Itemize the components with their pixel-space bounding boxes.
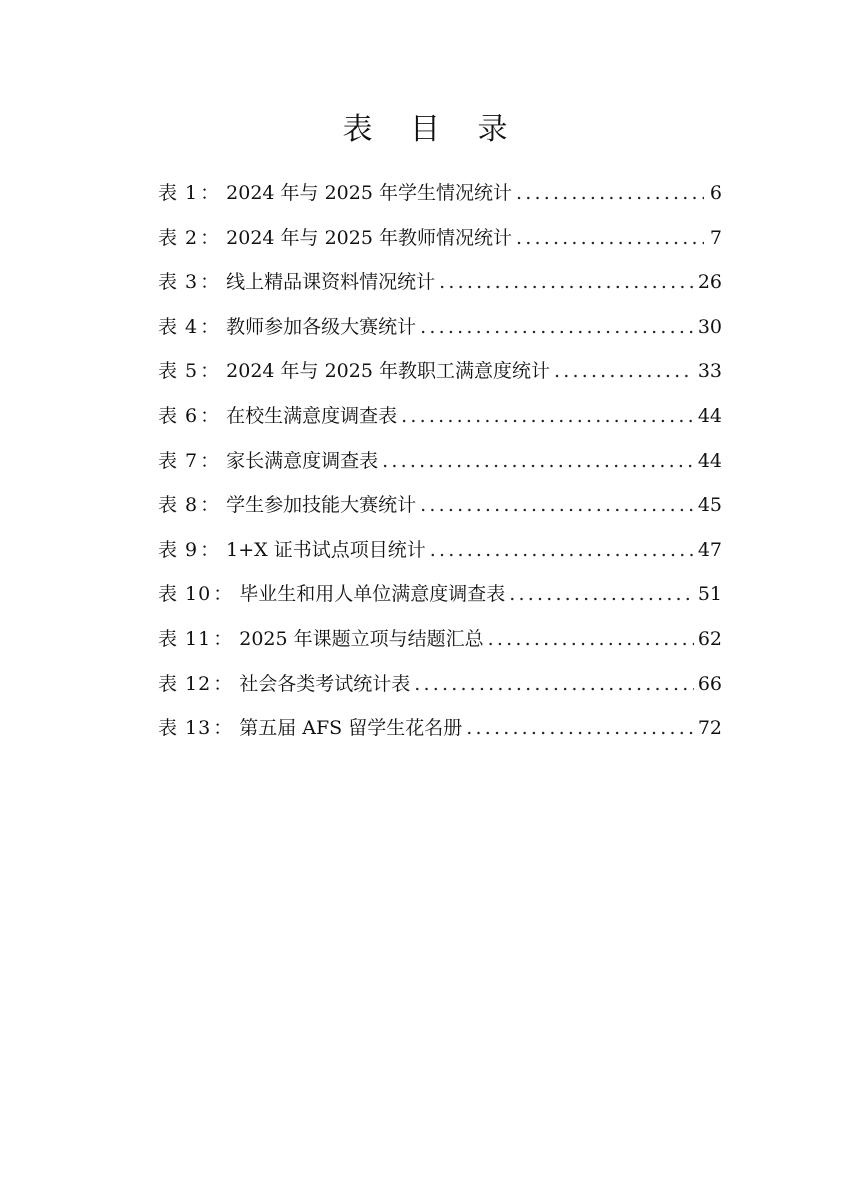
toc-entry-title: 学生参加技能大赛统计: [226, 494, 417, 517]
toc-entry[interactable]: [158, 662, 722, 707]
toc-entry-label: 表 7 ：: [158, 449, 221, 472]
toc-entry[interactable]: [158, 706, 722, 751]
toc-entry-title: 毕业生和用人单位满意度调查表: [239, 583, 506, 606]
toc-entry[interactable]: [158, 483, 722, 528]
toc-leader-dots: [420, 305, 694, 350]
toc-entry-title: 1+X 证书试点项目统计: [226, 538, 426, 561]
toc-entry-title: 2024 年与 2025 年教师情况统计: [226, 226, 512, 249]
toc-page-number: 62: [697, 627, 722, 650]
toc-entry-title: 2024 年与 2025 年教职工满意度统计: [226, 360, 550, 383]
toc-leader-dots: [509, 572, 694, 617]
toc-entry[interactable]: [158, 439, 722, 484]
toc-leader-dots: [382, 439, 694, 484]
toc-entry-title: 2024 年与 2025 年学生情况统计: [226, 182, 512, 204]
toc-page-number: 45: [697, 494, 722, 517]
toc-page-number: 30: [697, 315, 722, 338]
toc-leader-dots: [439, 260, 694, 305]
toc-entry-title: 第五届 AFS 留学生花名册: [239, 717, 463, 740]
toc-leader-dots: [420, 483, 694, 528]
toc-entry[interactable]: [158, 171, 722, 216]
toc-entry-label: 表 8 ：: [158, 494, 221, 517]
toc-page-number: 33: [697, 360, 722, 383]
toc-entry-title: 在校生满意度调查表: [226, 404, 398, 427]
toc-page-number: 44: [697, 404, 722, 427]
toc-leader-dots: [516, 216, 704, 261]
toc-leader-dots: [516, 171, 704, 216]
toc-entry-label: 表 4 ：: [158, 315, 221, 338]
toc-entry-title: 2025 年课题立项与结题汇总: [239, 627, 484, 650]
toc-entry[interactable]: [158, 216, 722, 261]
toc-page-number: 44: [697, 449, 722, 472]
toc-entry[interactable]: [158, 394, 722, 439]
toc-page-number: 26: [697, 271, 722, 294]
toc-entry[interactable]: [158, 260, 722, 305]
toc-entry-label: 表 12 ：: [158, 672, 234, 695]
toc-page-number: 7: [709, 226, 722, 249]
toc-leader-dots: [554, 349, 694, 394]
toc-entry[interactable]: [158, 572, 722, 617]
toc-entry-label: 表 5 ：: [158, 360, 221, 383]
toc-leader-dots: [414, 662, 694, 707]
toc-entry-label: 表 6 ：: [158, 404, 221, 427]
toc-leader-dots: [466, 706, 694, 751]
toc-entry-title: 线上精品课资料情况统计: [226, 271, 436, 294]
toc-entry-label: 表 10 ：: [158, 583, 234, 606]
toc-entry-label: 表 13 ：: [158, 717, 234, 740]
toc-leader-dots: [401, 394, 694, 439]
toc-entry-label: 表 3 ：: [158, 271, 221, 294]
toc-page-number: 47: [697, 538, 722, 561]
toc-entry-title: 教师参加各级大赛统计: [226, 315, 417, 338]
toc-entry[interactable]: [158, 528, 722, 573]
toc-entry[interactable]: [158, 349, 722, 394]
toc-page-number: 6: [709, 182, 722, 204]
toc-page-number: 51: [697, 583, 722, 606]
toc-entry-label: 表 9 ：: [158, 538, 221, 561]
page-title: 表 目 录: [342, 112, 522, 147]
table-of-contents: [158, 171, 722, 751]
toc-entry-title: 家长满意度调查表: [226, 449, 379, 472]
toc-entry-label: 表 1 ：: [158, 182, 221, 204]
toc-entry[interactable]: [158, 617, 722, 662]
toc-page-number: 72: [697, 717, 722, 740]
toc-page-number: 66: [697, 672, 722, 695]
toc-entry-label: 表 2 ：: [158, 226, 221, 249]
toc-entry-label: 表 11 ：: [158, 627, 234, 650]
toc-leader-dots: [488, 617, 694, 662]
toc-leader-dots: [430, 528, 694, 573]
toc-entry-title: 社会各类考试统计表: [239, 672, 411, 695]
toc-entry[interactable]: [158, 305, 722, 350]
